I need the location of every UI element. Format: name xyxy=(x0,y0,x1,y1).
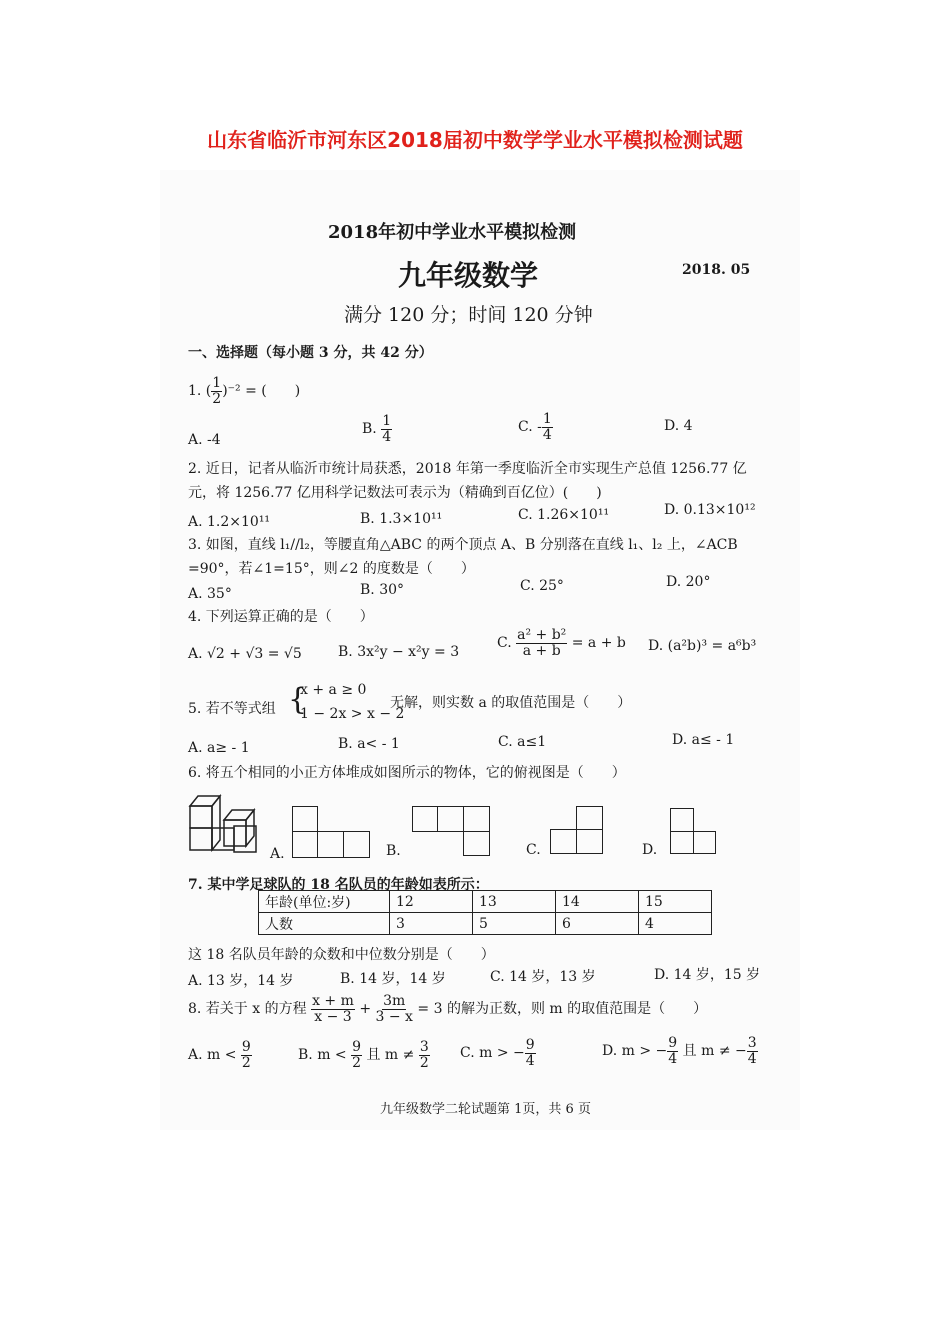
q7-stem: 7. 某中学足球队的 18 名队员的年龄如表所示： xyxy=(188,877,489,893)
age-table xyxy=(258,890,712,935)
table-cell: 14 xyxy=(556,891,639,913)
q4-option-b: B. 3x²y − x²y = 3 xyxy=(338,644,460,660)
q2-option-a: A. 1.2×10¹¹ xyxy=(188,514,271,530)
q5-stem-post: 无解，则实数 a 的取值范围是（ ） xyxy=(390,695,632,711)
q5-stem-pre: 5. 若不等式组 xyxy=(188,701,276,717)
q1-option-c: C. - $\frac{1}{4}$ xyxy=(518,411,552,443)
q4-option-d: D. (a²b)³ = a⁶b³ xyxy=(648,638,757,654)
section-heading: 一、选择题（每小题 3 分，共 42 分） xyxy=(188,345,433,361)
q3-option-b: B. 30° xyxy=(360,582,405,598)
q6-b-square xyxy=(317,831,344,858)
q6-d-square xyxy=(550,829,603,854)
q5-option-c: C. a≤1 xyxy=(498,734,547,750)
q3-option-a: A. 35° xyxy=(188,586,232,602)
q5-option-b: B. a< - 1 xyxy=(338,736,400,752)
table-cell: 6 xyxy=(556,913,639,935)
q2-option-c: C. 1.26×10¹¹ xyxy=(518,507,610,523)
q2-option-b: B. 1.3×10¹¹ xyxy=(360,511,443,527)
q2-option-d: D. 0.13×10¹² xyxy=(664,502,756,518)
table-cell: 5 xyxy=(473,913,556,935)
table-cell: 4 xyxy=(639,913,712,935)
q5-inequality-1: x + a ≥ 0 xyxy=(300,682,367,698)
q8-option-b: B. m < $\frac{9}{2}$ 且 m ≠ $\frac{3}{2}$ xyxy=(298,1039,429,1071)
q7-option-c: C. 14 岁，13 岁 xyxy=(490,969,596,985)
q7-option-a: A. 13 岁，14 岁 xyxy=(188,973,294,989)
table-cell: 12 xyxy=(390,891,473,913)
page-footer: 九年级数学二轮试题第 1页，共 6 页 xyxy=(380,1102,591,1117)
q7-question: 这 18 名队员年龄的众数和中位数分别是（ ） xyxy=(188,947,495,963)
q6-option-b: B. xyxy=(386,843,401,859)
table-cell: 3 xyxy=(390,913,473,935)
q6-option-d: D. xyxy=(642,842,658,858)
q1-option-b: B. $\frac{1}{4}$ xyxy=(362,413,392,445)
table-cell: 13 xyxy=(473,891,556,913)
q6-option-c: C. xyxy=(526,842,541,858)
table-cell: 人数 xyxy=(259,913,390,935)
q6-stem: 6. 将五个相同的小正方体堆成如图所示的物体，它的俯视图是（ ） xyxy=(188,765,626,781)
q5-brace: { xyxy=(288,682,308,717)
q8-option-a: A. m < $\frac{9}{2}$ xyxy=(188,1039,251,1071)
q1-stem: )⁻² = ( ) xyxy=(222,383,301,400)
question-1: 1. ( $\frac{1}{2}$ )⁻² = ( ) xyxy=(188,375,301,407)
table-cell: 年龄(单位:岁) xyxy=(259,891,390,913)
exam-title: 2018年初中学业水平模拟检测 xyxy=(328,222,577,243)
q3-option-c: C. 25° xyxy=(520,578,564,594)
q5-option-a: A. a≥ - 1 xyxy=(188,740,250,756)
q3-stem-line1: 3. 如图，直线 l₁//l₂，等腰直角△ABC 的两个顶点 A、B 分别落在直线 l₁、l₂ 上，∠ACB xyxy=(188,537,738,553)
document-title: 山东省临沂市河东区2018届初中数学学业水平模拟检测试题 xyxy=(207,128,743,152)
q3-stem-line2: =90°，若∠1=15°，则∠2 的度数是（ ） xyxy=(188,561,475,577)
q1-number: 1. xyxy=(188,383,202,400)
q3-option-d: D. 20° xyxy=(666,574,711,590)
question-8: 8. 若关于 x 的方程 $\frac{x + m}{x - 3}$ + $\frac{3m}{3 - x}$ = 3 的解为正数，则 m 的取值范围是（ ） xyxy=(188,993,708,1025)
table-row xyxy=(259,913,712,935)
q1-option-d: D. 4 xyxy=(664,418,693,434)
q8-option-d: D. m > − $\frac{9}{4}$ 且 m ≠ − $\frac{3}{4}$ xyxy=(602,1035,757,1067)
q5-inequality-2: 1 − 2x > x − 2 xyxy=(300,706,405,722)
q6-cube-figure xyxy=(188,790,270,860)
q4-option-c: C. $\frac{\text{a² + b²}}{a + b}$ = a + b xyxy=(497,627,626,659)
subject-title: 九年级数学 xyxy=(398,259,539,292)
q2-stem-line2: 元，将 1256.77 亿用科学记数法可表示为（精确到百亿位）( ) xyxy=(188,485,602,501)
table-row xyxy=(259,891,712,913)
q4-option-a: A. √2 + √3 = √5 xyxy=(188,646,302,662)
q4-stem: 4. 下列运算正确的是（ ） xyxy=(188,609,374,625)
q1-fraction: $\frac{1}{2}$ xyxy=(212,375,222,407)
q6-option-a: A. xyxy=(270,846,285,862)
q6-e-square xyxy=(670,831,716,854)
q2-stem-line1: 2. 近日，记者从临沂市统计局获悉，2018 年第一季度临沂全市实现生产总值 1256.77 亿 xyxy=(188,461,747,477)
q1-option-a: A. -4 xyxy=(188,432,221,448)
exam-info: 满分 120 分；时间 120 分钟 xyxy=(344,304,593,326)
q6-c-square xyxy=(463,806,490,856)
q7-option-d: D. 14 岁，15 岁 xyxy=(654,967,761,983)
q6-c-square xyxy=(437,806,464,832)
q7-option-b: B. 14 岁，14 岁 xyxy=(340,971,446,987)
q8-option-c: C. m > − $\frac{9}{4}$ xyxy=(460,1037,535,1069)
q5-option-d: D. a≤ - 1 xyxy=(672,732,735,748)
exam-date: 2018. 05 xyxy=(682,262,751,278)
table-cell: 15 xyxy=(639,891,712,913)
